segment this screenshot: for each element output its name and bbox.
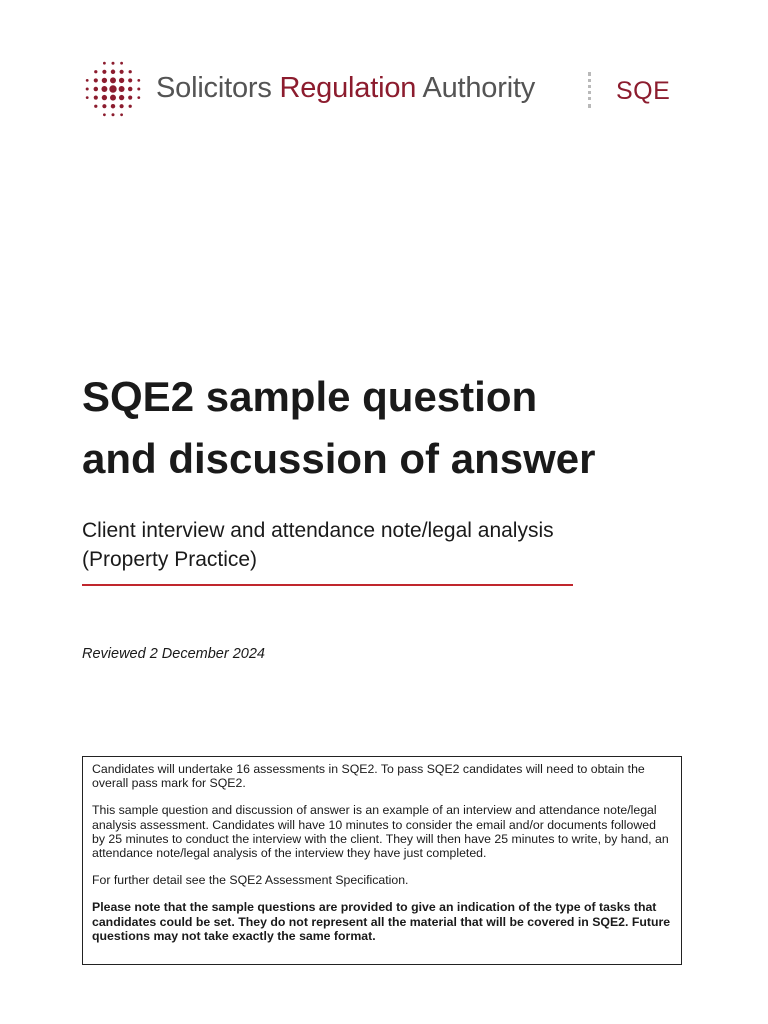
- logo-dot: [129, 70, 132, 73]
- org-name-solicitors: Solicitors: [156, 72, 272, 104]
- notice-paragraph-1: Candidates will undertake 16 assessments in SQE2. To pass SQE2 candidates will need to obtain the overall pass mark for SQE2.: [92, 762, 645, 791]
- title-rule: [82, 584, 573, 586]
- logo-dot: [128, 87, 132, 91]
- sqe-tag: SQE: [616, 77, 671, 105]
- header-divider: [588, 72, 591, 108]
- logo-dot: [102, 104, 106, 108]
- notice-box: [82, 756, 682, 965]
- subtitle-line-2: (Property Practice): [82, 548, 258, 571]
- logo-dot: [110, 77, 116, 83]
- logo-dot: [94, 87, 98, 91]
- logo-dot: [94, 96, 98, 100]
- logo-dot: [119, 95, 124, 100]
- logo-dot: [111, 104, 115, 108]
- logo-dot: [120, 104, 124, 108]
- logo-dot: [128, 78, 132, 82]
- notice-paragraph-4: Please note that the sample questions are provided to give an indication of the type of tasks that candidates could be set. They do not represent all the material that will be covered in SQE2. Future questions may not take exactly the same format.: [92, 900, 671, 943]
- logo-dot: [102, 70, 106, 74]
- org-name-authority: Authority: [422, 72, 536, 104]
- reviewed-date: Reviewed 2 December 2024: [82, 646, 265, 662]
- page-header: [82, 58, 682, 122]
- logo-dot: [86, 79, 89, 82]
- logo-dot: [111, 70, 115, 74]
- logo-dot: [94, 78, 98, 82]
- logo-dot: [86, 96, 89, 99]
- logo-dot: [110, 95, 116, 101]
- logo-dot: [119, 86, 125, 92]
- logo-dot: [120, 62, 123, 65]
- organisation-name: [156, 70, 535, 106]
- title-line-2: and discussion of answer: [82, 435, 596, 482]
- logo-dot: [137, 96, 140, 99]
- logo-dot: [120, 70, 124, 74]
- logo-dot: [137, 79, 140, 82]
- title-line-1: SQE2 sample question: [82, 373, 538, 420]
- logo-dot: [103, 113, 106, 116]
- logo-dot: [129, 105, 132, 108]
- sra-dot-logo-icon: [82, 58, 144, 120]
- document-subtitle: [82, 516, 682, 574]
- logo-dot: [103, 62, 106, 65]
- logo-dot: [128, 96, 132, 100]
- org-name-regulation: Regulation: [279, 72, 417, 104]
- logo-dot: [137, 87, 140, 90]
- notice-paragraph-2: This sample question and discussion of answer is an example of an interview and attendance note/legal analysis assessment. Candidates will have 10 minutes to consider the email and/or documents followed by 25 minutes to conduct the interview with the client. They will then have 25 minutes to write, by hand, an attendance note/legal analysis of the interview they have just completed.: [92, 803, 669, 861]
- logo-dot: [86, 87, 89, 90]
- logo-dot: [111, 62, 114, 65]
- logo-dot: [94, 70, 97, 73]
- subtitle-line-1: Client interview and attendance note/legal analysis: [82, 519, 554, 542]
- notice-paragraph-3: For further detail see the SQE2 Assessment Specification.: [92, 873, 409, 888]
- logo-dot: [109, 85, 116, 92]
- logo-dot: [94, 105, 97, 108]
- logo-dot: [102, 78, 107, 83]
- logo-dot: [111, 113, 114, 116]
- logo-dot: [102, 95, 107, 100]
- document-title: [82, 366, 722, 490]
- logo-dot: [101, 86, 107, 92]
- logo-dot: [119, 78, 124, 83]
- logo-dot: [120, 113, 123, 116]
